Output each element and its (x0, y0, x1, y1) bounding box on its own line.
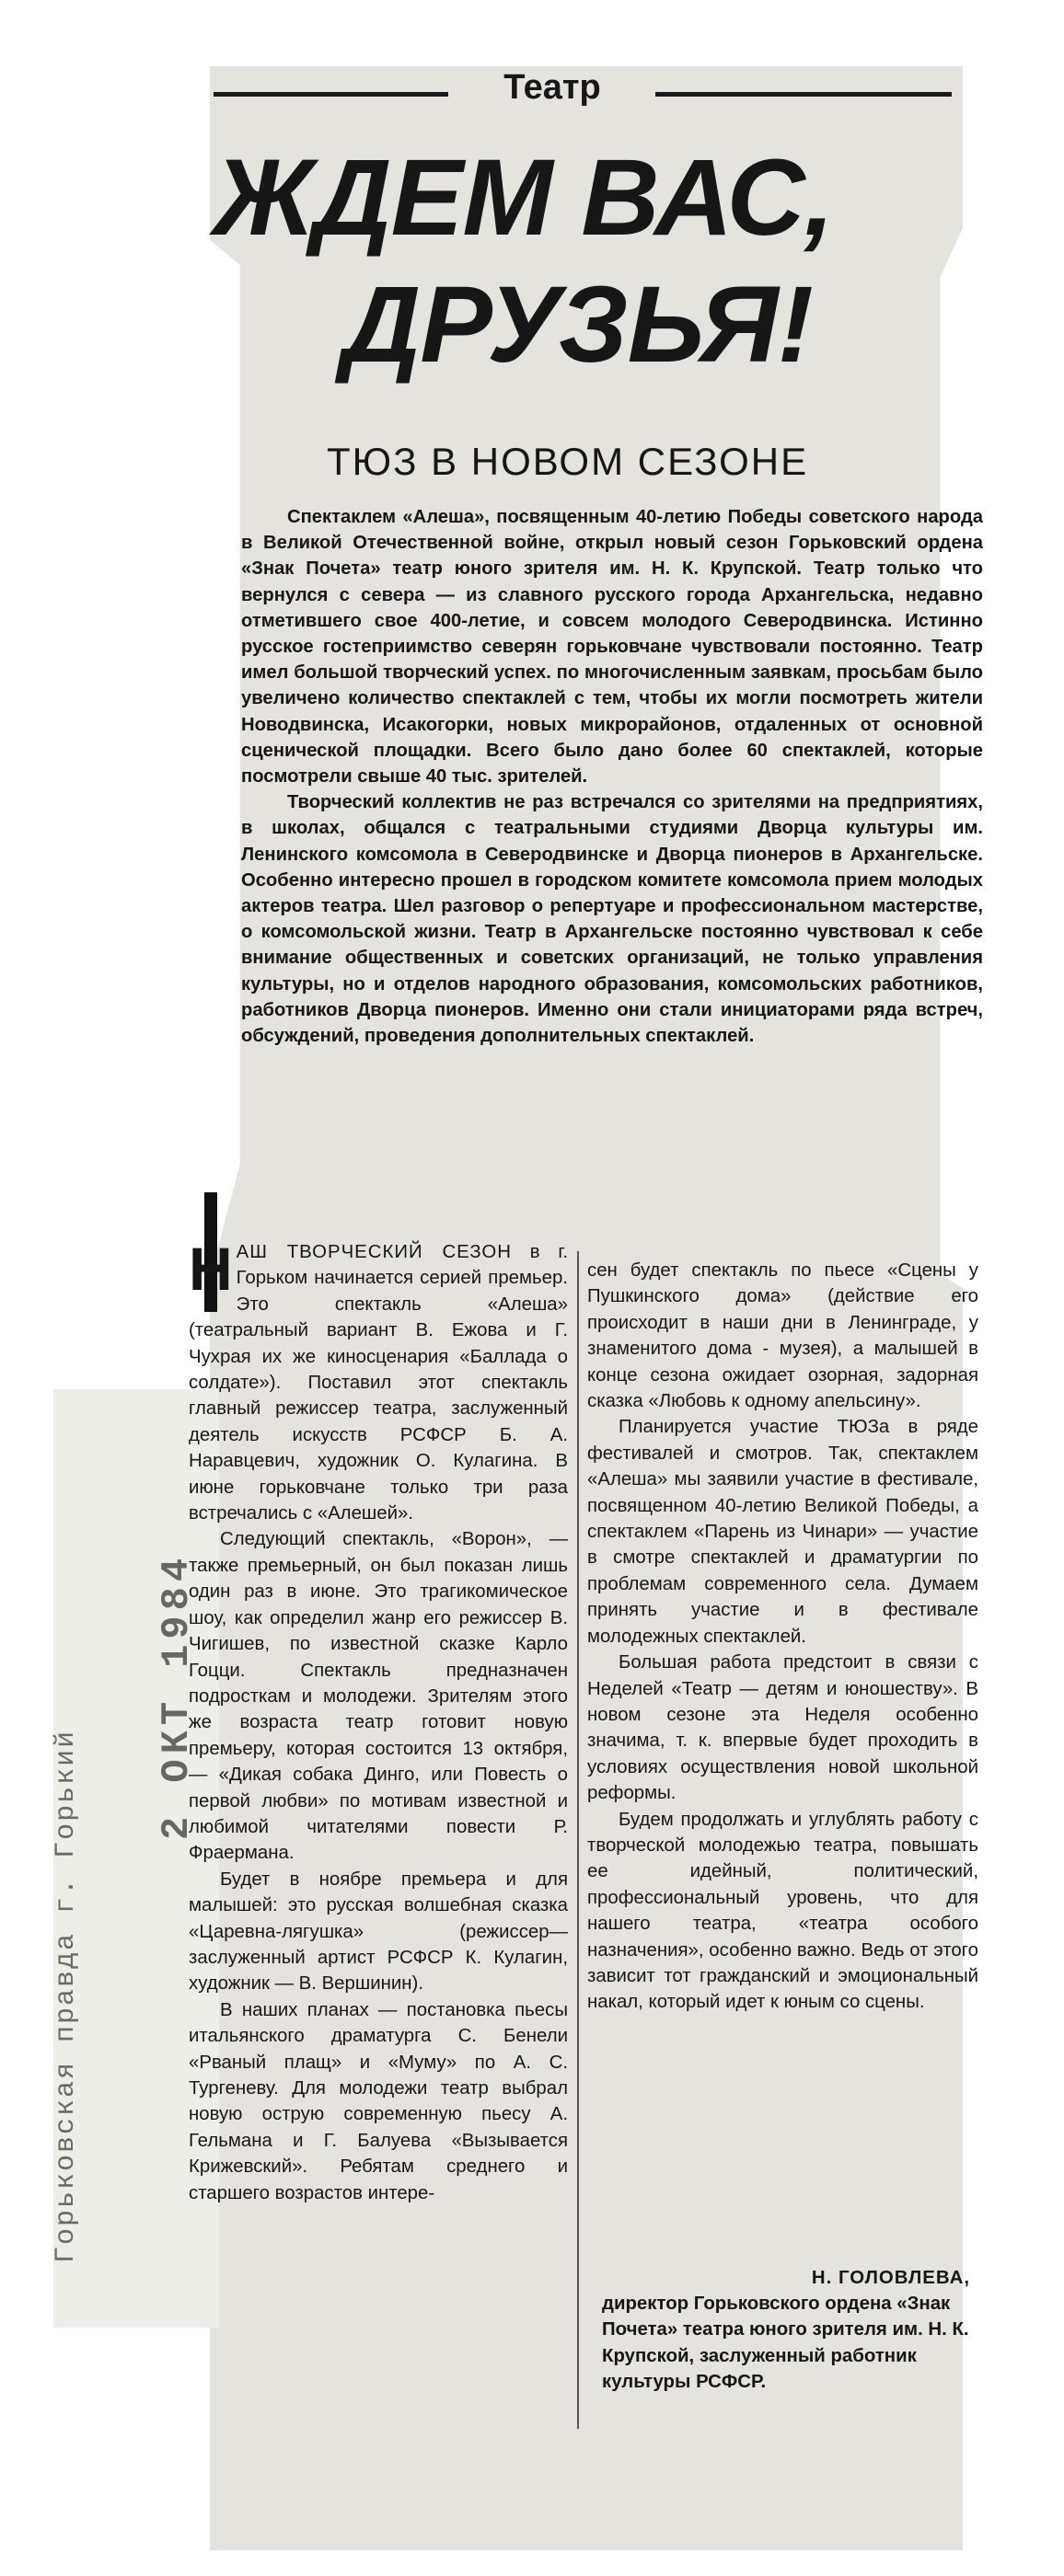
stamp-date: 2 ОКТ 1984 (155, 1552, 199, 1840)
headline-line-1: ЖДЕМ ВАС, (214, 137, 834, 259)
article-column-1 (189, 1235, 568, 2206)
section-caps: АШ ТВОРЧЕСКИЙ СЕЗОН (236, 1242, 512, 1262)
author-signature (602, 2265, 970, 2395)
column-paragraph: Большая работа предстоит в связи с Неделей «Театр — детям и юношеству». В новом сезоне эта Неделя особенно значима, т. к. впервые будет проходить в условиях осуществления новой школьной реформы. (587, 1652, 978, 1804)
column-paragraph: Будем продолжать и углублять работу с творческой молодежью театра, повышать ее идейный, политический, профессиональный уровень, что для нашего театра, «театра особого назначения», особенно важно. Ведь от этого зависит тот гражданский и эмоциональный накал, который идет к юным со сцены. (587, 1809, 978, 2013)
lead-paragraph: Творческий коллектив не раз встречался со зрителями на предприятиях, в школах, общался с театральными студиями Дворца культуры им. Ленинского комсомола в Северодвинске и Дворца пионеров в Архангельске. Особенно интересно прошел в городском комитете комсомола прием молодых актеров театра. Шел разговор о репертуаре и профессиональном мастерстве, о комсомольской жизни. Театр в Архангельске постоянно чувствовал к себе внимание общественных и советских организаций, не только управления культуры, но и отделов народного образования, комсомольских работников, работников Дворца пионеров. Именно они стали инициаторами ряда встреч, обсуждений, проведения дополнительных спектаклей. (241, 792, 983, 1047)
column-paragraph: В наших планах — постановка пьесы итальянского драматурга С. Бенели «Рваный плащ» и «Муму» по А. С. Тургеневу. Для молодежи театр выбрал новую острую современную пьесу А. Гельмана и Г. Балуева «Вызывается Крижевский». Ребятам среднего и старшего возрастов интере- (189, 1999, 568, 2203)
paragraph-text: в г. Горьком начинается серией премьер. Это спектакль «Алеша» (театральный вариант В. Ежова и Г. Чухрая их же киносценария «Баллада о солдате»). Поставил этот спектакль главный режиссер театра, заслуженный деятель искусств РСФСР Б. А. Наравцевич, художник О. Кулагина. В июне горьковчане только три раза встречались с «Алешей». (189, 1242, 568, 1524)
rubric-label: Театр (503, 68, 601, 107)
column-paragraph: Будет в ноябре премьера и для малышей: это русская волшебная сказка «Царевна-лягушка» (режиссер—заслуженный артист РСФСР К. Кулагин, художник — В. Вершинин). (189, 1869, 568, 1995)
rubric-rule-left (214, 92, 448, 97)
column-paragraph (189, 1235, 568, 1526)
article-column-2 (587, 1258, 978, 2016)
lead-paragraphs (241, 504, 983, 1049)
author-name: Н. ГОЛОВЛЕВА, (811, 2268, 970, 2288)
drop-cap: Н (189, 1235, 233, 1303)
column-paragraph: Следующий спектакль, «Ворон», — также премьерный, он был показан лишь один раз в июне. Это трагикомическое шоу, как определил жанр его режиссер В. Чигишев, по известной сказке Карло Гоцци. Спектакль предназначен подросткам и молодежи. Зрителям этого же возраста театр готовит новую премьеру, которая состоится 13 октября, — «Дикая собака Динго, или Повесть о первой любви» по мотивам известной и любимой читателями повести Р. Фраермана. (189, 1529, 568, 1864)
rubric-rule-right (655, 92, 952, 97)
subheadline: ТЮЗ В НОВОМ СЕЗОНЕ (327, 440, 809, 483)
column-paragraph: Планируется участие ТЮЗа в ряде фестивалей и смотров. Так, спектаклем «Алеша» мы заявили участие в фестивале, посвященном 40-летию Великой Победы, а спектаклем «Парень из Чинари» — участие в смотре спектаклей и драматургии по проблемам современного села. Думаем принять участие и в фестивале молодежных спектаклей. (587, 1417, 978, 1647)
author-title: директор Горьковского ордена «Знак Почета» театра юного зрителя им. Н. К. Крупской, заслуженный работник культуры РСФСР. (602, 2294, 969, 2392)
column-paragraph: сен будет спектакль по пьесе «Сцены у Пушкинского дома» (действие его происходит в наши дни в Ленинграде, у знаменитого дома - музея), а малышей в конце сезона ожидает озорная, задорная сказка «Любовь к одному апельсину». (587, 1260, 978, 1412)
column-divider (577, 1251, 579, 2429)
stamp-newspaper-name: Горьковская правда г. Горький (51, 1729, 82, 2263)
lead-paragraph: Спектаклем «Алеша», посвященным 40-летию Победы советского народа в Великой Отечественной войне, открыл новый сезон Горьковский ордена «Знак Почета» театр юного зрителя им. Н. К. Крупской. Театр только что вернулся с севера — из славного русского города Архангельска, недавно отметившего свое 400-летие, и совсем молодого Северодвинска. Истинно русское гостеприимство северян горьковчане чувствовали постоянно. Театр имел большой творческий успех. по многочисленным заявкам, просьбам было увеличено количество спектаклей с тем, чтобы их могли посмотреть жители Новодвинска, Исакогорки, новых микрорайонов, отдаленных от основной сценической площадки. Всего было дано более 60 спектаклей, которые посмотрели свыше 40 тыс. зрителей. (241, 507, 983, 788)
headline-line-2: ДРУЗЬЯ! (342, 264, 813, 385)
